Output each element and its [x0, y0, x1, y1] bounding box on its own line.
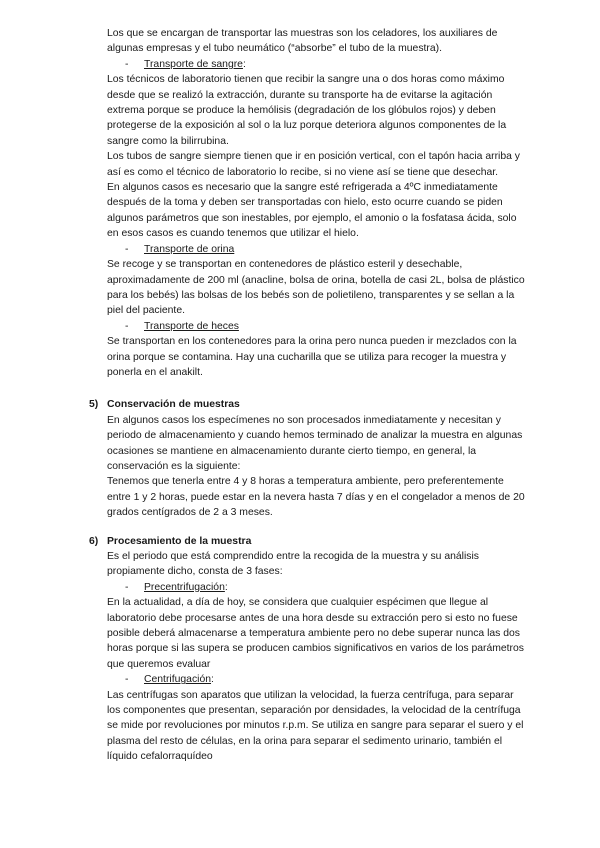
- section-number: 6): [89, 535, 99, 547]
- centrifugation-paragraph: Las centrífugas son aparatos que utilizan la velocidad, la fuerza centrífuga, para separar los componentes que presentan, separación por densidades, la velocidad de la centrífuga se mide por revoluciones por minutos r.p.m. Se utiliza en sangre para separar el suero y el plasma del resto de células, en la orina para separar el sedimento urinario, también el líquido cefalorraquídeo: [107, 689, 524, 763]
- heading-colon: :: [242, 58, 246, 70]
- urine-transport-heading: Transporte de orina: [144, 243, 235, 255]
- intro-paragraph: Los que se encargan de transportar las muestras son los celadores, los auxiliares de algunas empresas y el tubo neumático (“absorbe” el tubo de la muestra).: [107, 28, 498, 55]
- bullet-feces-transport: [107, 319, 527, 334]
- blood-paragraph-1: Los técnicos de laboratorio tienen que recibir la sangre una o dos horas como máximo desde que se realizó la extracción, durante su transporte ha de evitarse la agitación extrema porque se produce la hemólisis (degradación de los glóbulos rojos) y deben protegerse de la exposición al sol o la luz porque deteriora algunos componentes de la sangre como la bilirrubina.: [107, 74, 507, 147]
- section-conservation: [89, 397, 527, 520]
- section-number: 5): [89, 399, 99, 411]
- precentrifugation-paragraph: En la actualidad, a día de hoy, se considera que cualquier espécimen que llegue al laboratorio debe procesarse antes de una hora desde su extracción pero si esto no fuese posible deberá almacenarse a temperatura ambiente pero no debe superar nunca las dos horas porque si las supera se producen cambios significativos en varios de los parámetros que queremos evaluar: [107, 597, 524, 670]
- processing-paragraph-1: Es el periodo que está comprendido entre la recogida de la muestra y su análisis propiamente dicho, consta de 3 fases:: [107, 551, 479, 578]
- blood-paragraph-3: En algunos casos es necesario que la sangre esté refrigerada a 4ºC inmediatamente después de la toma y deben ser transportadas con hielo, esto ocurre cuando se piden algunos parámetros que son inestables, por ejemplo, el amonio o la fosfatasa ácida, solo en esos casos es cuando tenemos que utilizar el hielo.: [107, 182, 517, 240]
- blood-paragraph-2: Los tubos de sangre siempre tienen que ir en posición vertical, con el tapón hacia arriba y así es como el técnico de laboratorio lo recibe, si no viene así se tiene que desechar.: [107, 151, 520, 178]
- bullet-dash: -: [125, 243, 129, 255]
- heading-colon: :: [224, 581, 228, 593]
- bullet-precentrifugation: [107, 580, 527, 595]
- bullet-dash: -: [125, 581, 129, 593]
- section-heading-conservation: [89, 397, 527, 412]
- blood-transport-heading: Transporte de sangre: [144, 58, 243, 70]
- bullet-dash: -: [125, 58, 129, 70]
- precentrifugation-heading: Precentrifugación: [144, 581, 225, 593]
- feces-transport-heading: Transporte de heces: [144, 320, 239, 332]
- bullet-dash: -: [125, 320, 129, 332]
- urine-paragraph: Se recoge y se transportan en contenedores de plástico esteril y desechable, aproximadamente de 200 ml (anacline, bolsa de orina, botella de casi 2L, bolsa de plástico para los bebés) las bolsas de los bebés son de polietileno, transparentes y se sellan a la piel del paciente.: [107, 259, 525, 317]
- conservation-paragraph-1: En algunos casos los especímenes no son procesados inmediatamente y necesitan y periodo de almacenamiento y cuando hemos terminado de analizar la muestra en algunas ocasiones se mantiene en almacenamiento durante cierto tiempo, en general, la conservación es la siguiente:: [107, 414, 523, 472]
- section-processing: [89, 534, 527, 765]
- conservation-paragraph-2: Tenemos que tenerla entre 4 y 8 horas a temperatura ambiente, pero preferentemente entre 1 y 2 horas, puede estar en la nevera hasta 7 días y en el congelador a menos de 20 grados centígrados de 2 a 3 meses.: [107, 476, 525, 519]
- section-title: Conservación de muestras: [107, 399, 240, 411]
- section-heading-processing: [89, 534, 527, 549]
- bullet-dash: -: [125, 674, 129, 686]
- bullet-centrifugation: [107, 672, 527, 687]
- page-content: [89, 26, 527, 765]
- heading-colon: :: [211, 674, 214, 686]
- centrifugation-heading: Centrifugación: [144, 674, 212, 686]
- section-title: Procesamiento de la muestra: [107, 535, 252, 547]
- feces-paragraph: Se transportan en los contenedores para la orina pero nunca pueden ir mezclados con la orina porque se contamina. Hay una cucharilla que se utiliza para recoger la muestra y ponerla en el anakilt.: [107, 336, 517, 378]
- bullet-urine-transport: [107, 242, 527, 257]
- bullet-blood-transport: [107, 57, 527, 72]
